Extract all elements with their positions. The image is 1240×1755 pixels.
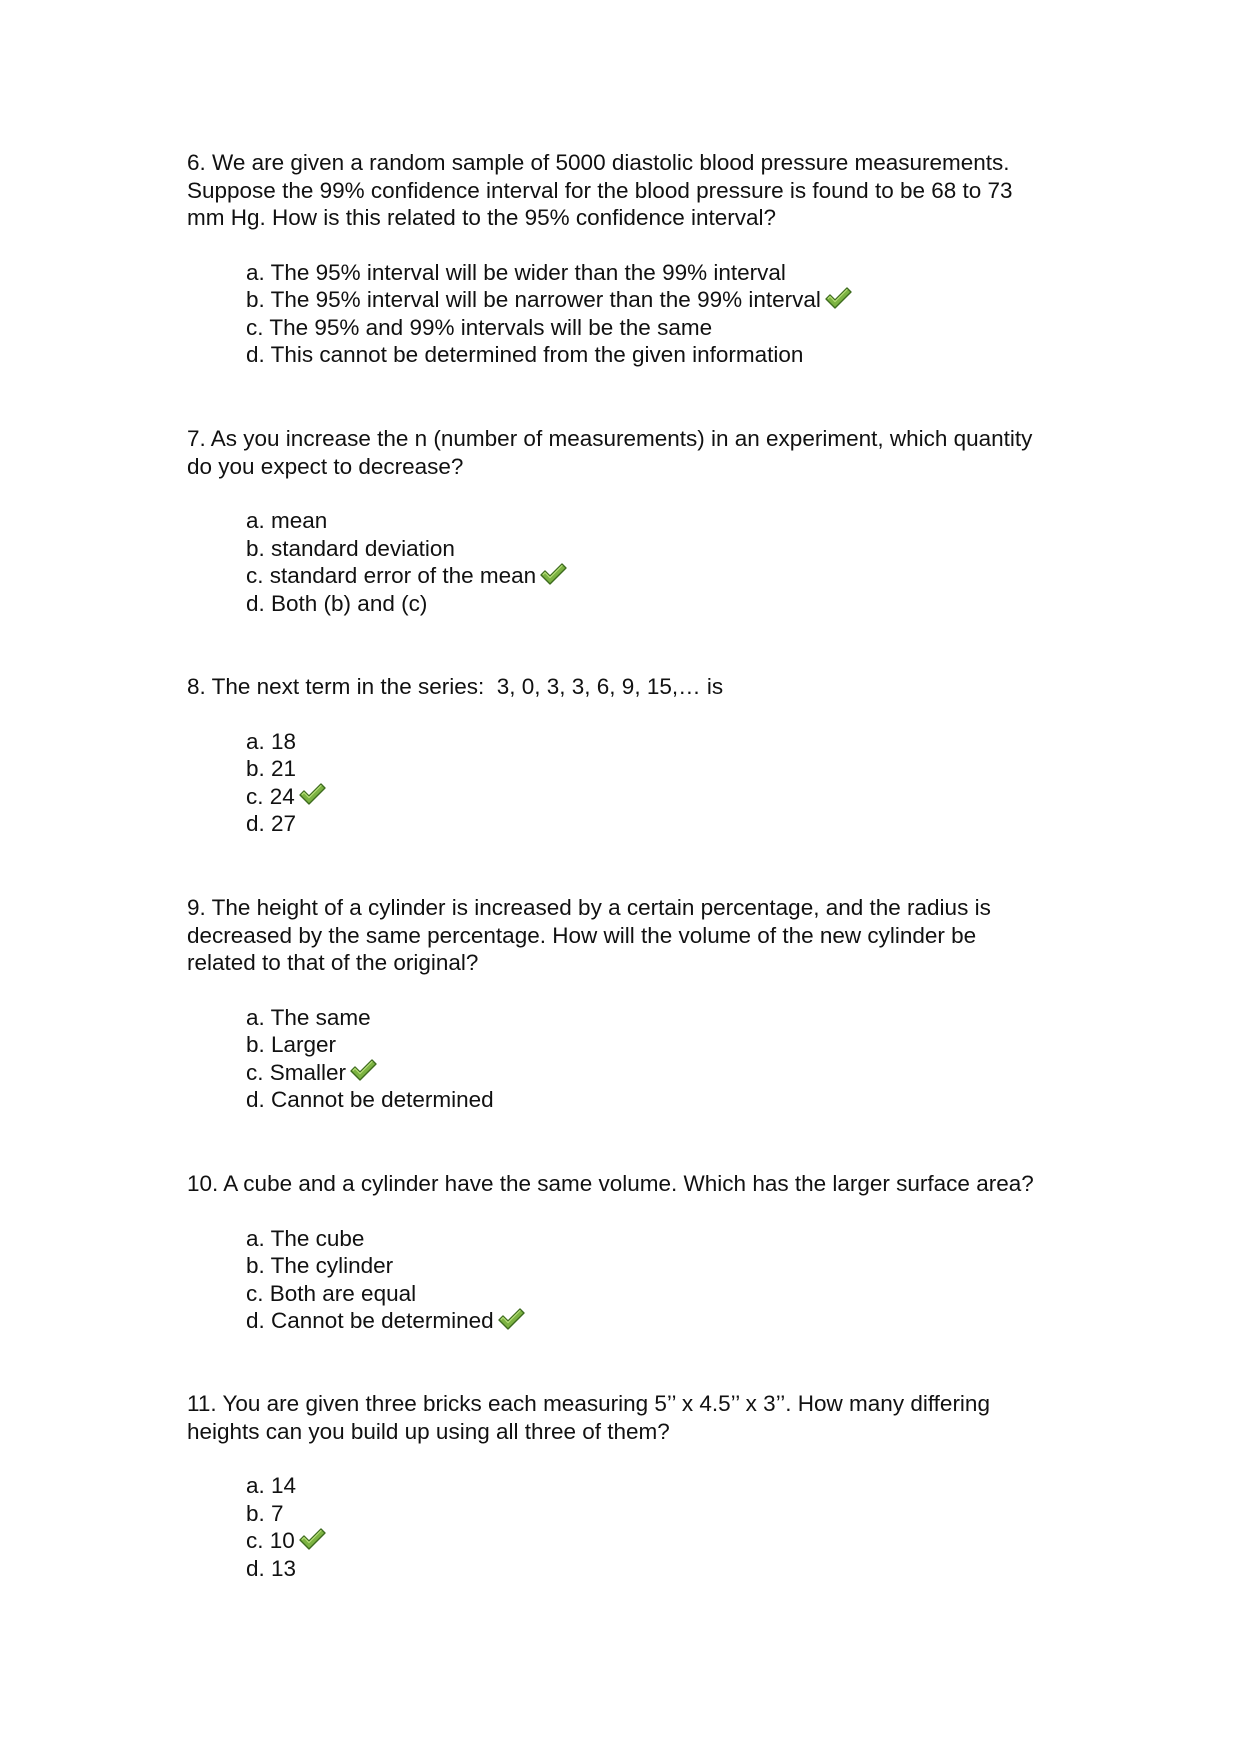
answer-label: d. This cannot be determined from the given information (246, 342, 804, 367)
question-6 (187, 149, 1067, 369)
answer-option (246, 1225, 1067, 1253)
answer-option (246, 728, 1067, 756)
answer-option (246, 1004, 1067, 1032)
answer-option (246, 1280, 1067, 1308)
answer-option (246, 1252, 1067, 1280)
checkmark-icon (349, 1058, 377, 1082)
answer-option (246, 755, 1067, 783)
answer-label: a. mean (246, 508, 328, 533)
answer-label: d. Cannot be determined (246, 1087, 494, 1112)
answer-label: a. The 95% interval will be wider than the 99% interval (246, 259, 786, 285)
answer-label: c. Smaller (246, 1059, 347, 1085)
answer-label: d. Both (b) and (c) (246, 590, 428, 616)
answer-option (246, 1086, 1067, 1114)
answer-options (246, 728, 1067, 838)
answer-label: d. Cannot be determined (246, 1308, 494, 1333)
checkmark-icon (298, 782, 326, 806)
answer-label: b. 7 (246, 1500, 284, 1526)
answer-options (246, 507, 1067, 617)
answer-options (246, 1472, 1067, 1582)
answer-options (246, 259, 1067, 369)
answer-option (246, 286, 1067, 314)
answer-option (246, 783, 1067, 811)
question-text: 9. The height of a cylinder is increased by a certain percentage, and the radius is decreased by the same percentage. How will the volume of the new cylinder be related to that of the original? (187, 895, 991, 975)
answer-option (246, 1555, 1067, 1583)
answer-option (246, 1472, 1067, 1500)
answer-label: b. Larger (246, 1032, 337, 1057)
question-10 (187, 1170, 1067, 1335)
answer-label: a. The same (246, 1004, 371, 1030)
answer-option (246, 1527, 1067, 1555)
answer-options (246, 1004, 1067, 1114)
answer-option (246, 259, 1067, 287)
question-text: 8. The next term in the series: 3, 0, 3, 3, 6, 9, 15,… is (187, 674, 724, 699)
answer-label: b. standard deviation (246, 535, 455, 561)
answer-option (246, 1059, 1067, 1087)
question-text: 10. A cube and a cylinder have the same volume. Which has the larger surface area? (187, 1171, 1034, 1196)
question-text: 7. As you increase the n (number of measurements) in an experiment, which quantity do you expect to decrease? (187, 426, 1033, 479)
answer-label: b. 21 (246, 756, 297, 781)
checkmark-icon (298, 1527, 326, 1551)
question-7 (187, 425, 1067, 617)
question-8 (187, 673, 1067, 838)
answer-label: c. Both are equal (246, 1280, 417, 1306)
answer-option (246, 341, 1067, 369)
answer-label: b. The cylinder (246, 1253, 394, 1278)
answer-label: b. The 95% interval will be narrower than the 99% interval (246, 287, 821, 312)
answer-option (246, 507, 1067, 535)
answer-label: c. 10 (246, 1528, 295, 1553)
answer-label: c. 24 (246, 783, 295, 809)
question-text: 11. You are given three bricks each measuring 5’’ x 4.5’’ x 3’’. How many differing heights can you build up using all three of them? (187, 1391, 990, 1444)
answer-label: c. standard error of the mean (246, 563, 537, 588)
answer-label: a. The cube (246, 1225, 365, 1251)
answer-option (246, 562, 1067, 590)
answer-option (246, 1031, 1067, 1059)
checkmark-icon (824, 286, 852, 310)
answer-label: a. 18 (246, 728, 297, 754)
answer-option (246, 314, 1067, 342)
answer-options (246, 1225, 1067, 1335)
answer-label: c. The 95% and 99% intervals will be the same (246, 314, 713, 340)
answer-label: a. 14 (246, 1473, 297, 1498)
question-text: 6. We are given a random sample of 5000 diastolic blood pressure measurements. Suppose the 99% confidence interval for the blood pressure is found to be 68 to 73 mm Hg. How is this related to the 95% confidence interval? (187, 150, 1013, 230)
answer-option (246, 1500, 1067, 1528)
answer-option (246, 1307, 1067, 1335)
answer-option (246, 590, 1067, 618)
checkmark-icon (539, 562, 567, 586)
answer-option (246, 535, 1067, 563)
answer-label: d. 13 (246, 1555, 297, 1581)
question-9 (187, 894, 1067, 1114)
checkmark-icon (497, 1307, 525, 1331)
answer-option (246, 810, 1067, 838)
answer-label: d. 27 (246, 811, 297, 836)
question-11 (187, 1390, 1067, 1582)
